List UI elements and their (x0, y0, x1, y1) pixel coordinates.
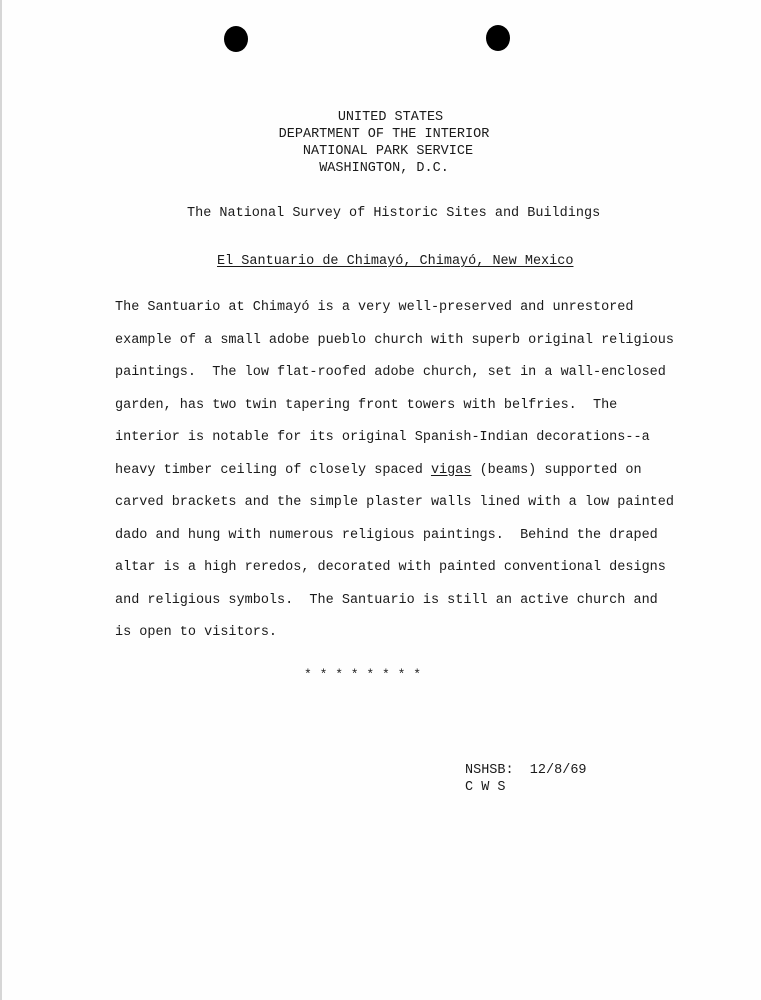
survey-title: The National Survey of Historic Sites and Buildings (187, 206, 601, 221)
body-line-after-term: (beams) supported on (471, 462, 642, 478)
punch-hole-left (224, 26, 248, 52)
heading-line-city: WASHINGTON, D.C. (319, 161, 449, 176)
body-line-with-term (115, 460, 675, 493)
body-line-before-term: heavy timber ceiling of closely spaced (115, 462, 431, 478)
signoff-date-line: NSHSB: 12/8/69 (465, 763, 587, 778)
heading-line-country: UNITED STATES (337, 110, 444, 125)
signoff-initials: C W S (465, 780, 506, 795)
heading-line-department: DEPARTMENT OF THE INTERIOR (278, 127, 490, 142)
body-line: altar is a high reredos, decorated with painted conventional designs (115, 560, 666, 575)
underlined-term: vigas (430, 462, 472, 478)
body-line: example of a small adobe pueblo church with superb original religious (115, 332, 674, 348)
body-line: garden, has two twin tapering front towers with belfries. The (115, 397, 618, 413)
body-line: dado and hung with numerous religious paintings. Behind the draped (115, 527, 658, 543)
body-line: and religious symbols. The Santuario is still an active church and (115, 592, 658, 608)
body-line: interior is notable for its original Spanish-Indian decorations--a (115, 430, 650, 445)
body-paragraph (115, 297, 675, 655)
agency-heading (0, 109, 761, 177)
heading-line-service: NATIONAL PARK SERVICE (302, 144, 474, 159)
body-line: is open to visitors. (115, 625, 278, 640)
body-line: paintings. The low flat-roofed adobe church, set in a wall-enclosed (115, 365, 666, 380)
body-line: carved brackets and the simple plaster walls lined with a low painted (115, 495, 674, 510)
signoff-block (465, 762, 587, 796)
site-title: El Santuario de Chimayó, Chimayó, New Mexico (217, 254, 574, 269)
punch-hole-right (486, 25, 510, 51)
body-line: The Santuario at Chimayó is a very well-preserved and unrestored (115, 300, 634, 315)
section-separator: * * * * * * * * (304, 667, 422, 682)
